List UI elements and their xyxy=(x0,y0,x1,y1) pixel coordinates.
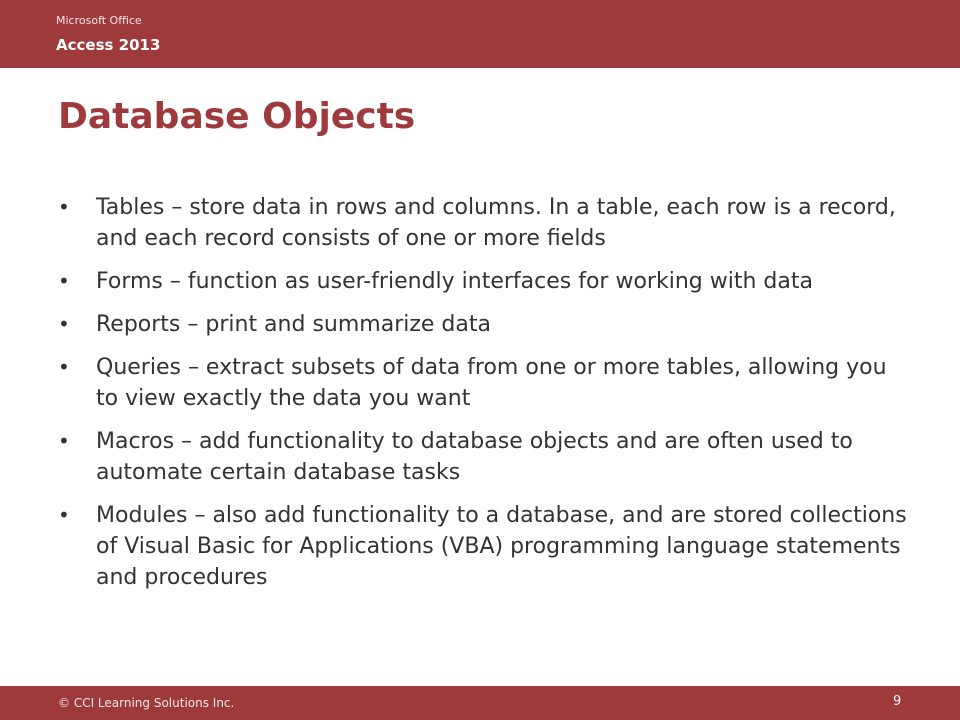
bullet-text: Tables – store data in rows and columns. In a table, each row is a record, and each record consists of one or more fields xyxy=(96,195,896,251)
bullet-list xyxy=(58,192,910,605)
bullet-text: Queries – extract subsets of data from one or more tables, allowing you to view exactly the data you want xyxy=(96,355,887,411)
bullet-text: Macros – add functionality to database objects and are often used to automate certain database tasks xyxy=(96,429,853,485)
footer-bar xyxy=(0,686,960,720)
bullet-item-queries xyxy=(58,352,910,414)
bullet-item-forms xyxy=(58,266,910,297)
bullet-icon: • xyxy=(58,355,70,379)
slide-title: Database Objects xyxy=(58,96,416,137)
brand-product-label: Access 2013 xyxy=(56,36,161,54)
bullet-icon: • xyxy=(58,195,70,219)
bullet-text: Modules – also add functionality to a database, and are stored collections of Visual Basic for Applications (VBA) programming language statements and procedures xyxy=(96,503,907,590)
bullet-icon: • xyxy=(58,503,70,527)
bullet-icon: • xyxy=(58,312,70,336)
copyright-notice: © CCI Learning Solutions Inc. xyxy=(58,696,235,710)
page-number: 9 xyxy=(893,694,902,709)
bullet-text: Reports – print and summarize data xyxy=(96,312,491,337)
bullet-item-reports xyxy=(58,309,910,340)
header-bar xyxy=(0,0,960,68)
bullet-item-modules xyxy=(58,500,910,593)
bullet-item-macros xyxy=(58,426,910,488)
bullet-icon: • xyxy=(58,429,70,453)
bullet-text: Forms – function as user-friendly interfaces for working with data xyxy=(96,269,813,294)
brand-suite-label: Microsoft Office xyxy=(56,14,142,27)
bullet-icon: • xyxy=(58,269,70,293)
bullet-item-tables xyxy=(58,192,910,254)
